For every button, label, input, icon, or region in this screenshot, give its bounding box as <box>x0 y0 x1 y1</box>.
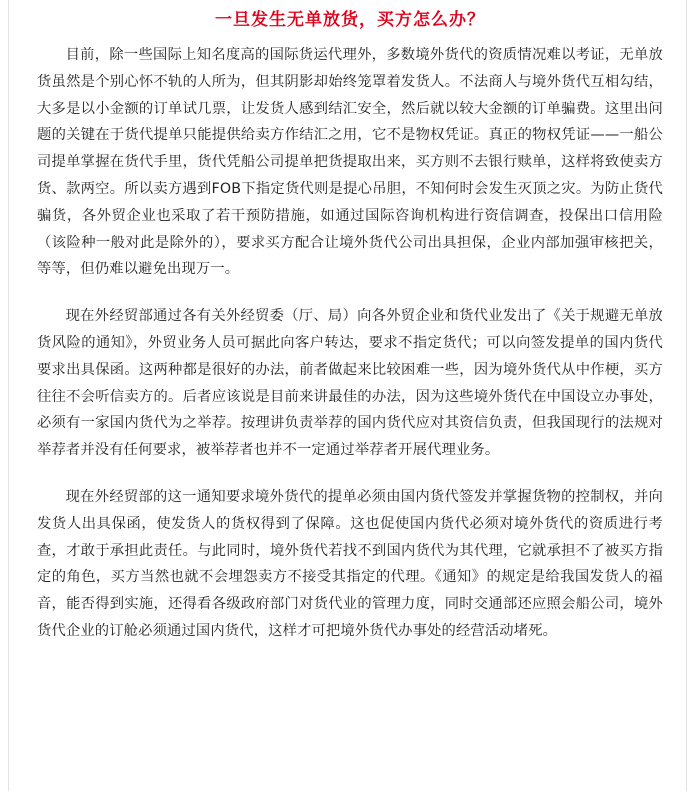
page-border-left <box>8 0 9 791</box>
article-title: 一旦发生无单放货，买方怎么办？ <box>215 10 485 30</box>
paragraph-1: 目前，除一些国际上知名度高的国际货运代理外，多数境外货代的资质情况难以考证，无单放货虽然是个别心怀不轨的人所为，但其阴影却始终笼罩着发货人。不法商人与境外货代互相勾结，大多是以小金额的订单试几票，让发货人感到结汇安全，然后就以较大金额的订单骗费。这里出问题的关键在于货代提单只能提供给卖方作结汇之用，它不是物权凭证。真正的物权凭证——一船公司提单掌握在货代手里，货代凭船公司提单把货提取出来，买方则不去银行赎单，这样将致使卖方货、款两空。所以卖方遇到FOB下指定货代则是提心吊胆，不知何时会发生灭顶之灾。为防止货代骗货，各外贸企业也采取了若干预防措施，如通过国际咨询机构进行资信调查，投保出口信用险（该险种一般对此是除外的），要求买方配合让境外货代公司出具担保，企业内部加强审核把关，等等，但仍难以避免出现万一。 <box>37 47 663 278</box>
article <box>37 0 663 645</box>
paragraph-3: 现在外经贸部的这一通知要求境外货代的提单必须由国内货代签发并掌握货物的控制权，并向发货人出具保函，使发货人的货权得到了保障。这也促使国内货代必须对境外货代的资质进行考查，才敢于承担此责任。与此同时，境外货代若找不到国内货代为其代理，它就承担不了被买方指定的角色，买方当然也就不会埋怨卖方不接受其指定的代理。《通知》的规定是给我国发货人的福音，能否得到实施，还得看各级政府部门对货代业的管理力度，同时交通部还应照会船公司，境外货代企业的订舱必须通过国内货代，这样才可把境外货代办事处的经营活动堵死。 <box>37 488 663 639</box>
page-border-right <box>686 0 687 791</box>
paragraph-2: 现在外经贸部通过各有关外经贸委（厅、局）向各外贸企业和货代业发出了《关于规避无单放货风险的通知》，外贸业务人员可据此向客户转达，要求不指定货代；可以向签发提单的国内货代要求出具保函。这两种都是很好的办法，前者做起来比较困难一些，因为境外货代从中作梗，买方往往不会听信卖方的。后者应该说是目前来讲最佳的办法，因为这些境外货代在中国设立办事处，必须有一家国内货代为之举荐。按理讲负责举荐的国内货代应对其资信负责，但我国现行的法规对举荐者并没有任何要求，被举荐者也并不一定通过举荐者开展代理业务。 <box>37 308 663 459</box>
